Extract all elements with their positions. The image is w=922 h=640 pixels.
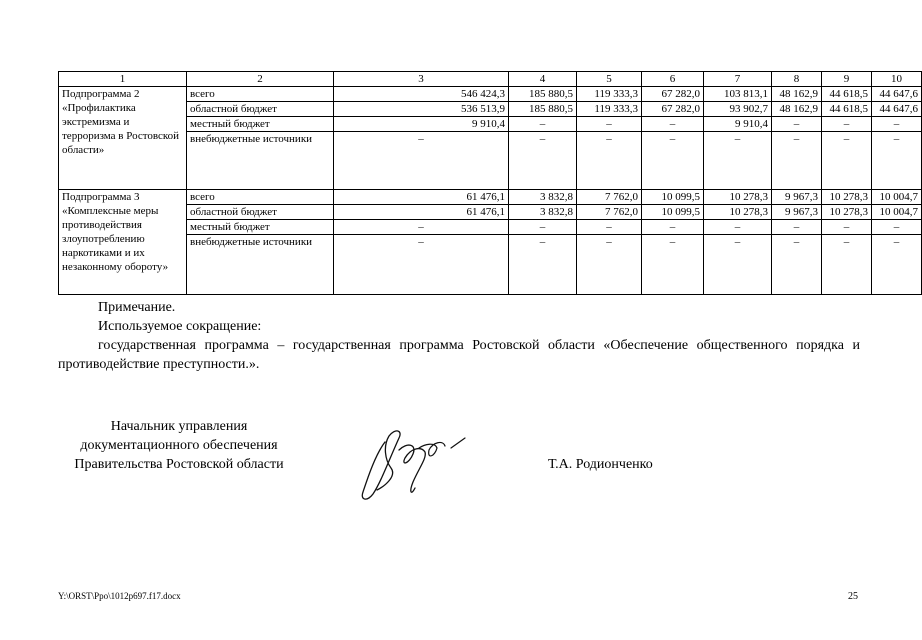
amount-cell: 44 618,5 [822,102,872,117]
subprogram-name-cell: Подпрограмма 2 «Профилактика экстремизма и терроризма в Ростовской области» [59,87,187,190]
amount-cell: – [642,117,704,132]
footer-file-path: Y:\ORST\Ppo\1012p697.f17.docx [58,591,181,601]
amount-cell: – [872,235,922,295]
amount-cell: 3 832,8 [509,190,577,205]
amount-cell: 9 967,3 [772,190,822,205]
table-row [59,205,922,220]
amount-cell: – [872,132,922,190]
amount-cell: – [509,235,577,295]
amount-cell: – [334,220,509,235]
amount-cell: – [642,235,704,295]
amount-cell: 7 762,0 [577,205,642,220]
table-row [59,117,922,132]
amount-cell: – [704,220,772,235]
funding-source-cell: местный бюджет [187,220,334,235]
amount-cell: 44 647,6 [872,87,922,102]
amount-cell: 9 910,4 [334,117,509,132]
funding-source-cell: областной бюджет [187,102,334,117]
amount-cell: 119 333,3 [577,87,642,102]
amount-cell: – [872,220,922,235]
amount-cell: 67 282,0 [642,102,704,117]
header-cell: 9 [822,72,872,87]
amount-cell: – [334,235,509,295]
amount-cell: 10 099,5 [642,190,704,205]
funding-source-cell: местный бюджет [187,117,334,132]
table-header-row [59,72,922,87]
amount-cell: 48 162,9 [772,87,822,102]
amount-cell: – [772,220,822,235]
header-cell: 5 [577,72,642,87]
amount-cell: 67 282,0 [642,87,704,102]
amount-cell: 10 004,7 [872,190,922,205]
amount-cell: 10 278,3 [822,205,872,220]
amount-cell: – [704,132,772,190]
amount-cell: – [822,117,872,132]
funding-source-cell: всего [187,190,334,205]
funding-source-cell: областной бюджет [187,205,334,220]
funding-source-cell: внебюджетные источники [187,235,334,295]
amount-cell: – [577,235,642,295]
funding-source-cell: всего [187,87,334,102]
subprogram-name-cell: Подпрограмма 3 «Комплексные меры противодействия злоупотреблению наркотиками и их незаконному обороту» [59,190,187,295]
amount-cell: – [772,117,822,132]
amount-cell: 546 424,3 [334,87,509,102]
amount-cell: 9 967,3 [772,205,822,220]
funding-table [58,71,922,295]
header-cell: 8 [772,72,822,87]
amount-cell: – [642,132,704,190]
amount-cell: 7 762,0 [577,190,642,205]
table-body [59,72,922,295]
amount-cell: 61 476,1 [334,190,509,205]
note-title: Примечание. [98,300,176,315]
amount-cell: – [509,117,577,132]
signatory-position-line: Начальник управления [110,419,248,434]
amount-cell: 9 910,4 [704,117,772,132]
amount-cell: – [577,117,642,132]
table-row [59,102,922,117]
signatory-name: Т.А. Родионченко [548,457,653,472]
amount-cell: 103 813,1 [704,87,772,102]
amount-cell: – [772,132,822,190]
amount-cell: – [509,132,577,190]
amount-cell: 48 162,9 [772,102,822,117]
header-cell: 4 [509,72,577,87]
signatory-position [58,417,300,474]
signatory-position-line: Правительства Ростовской области [74,457,284,472]
note-text: государственная программа – государственная программа Ростовской области «Обеспечение общественного порядка и противодействие преступности.». [58,338,860,372]
page-number: 25 [848,591,858,602]
table-row [59,220,922,235]
amount-cell: 61 476,1 [334,205,509,220]
table-row [59,87,922,102]
amount-cell: – [822,132,872,190]
amount-cell: – [642,220,704,235]
amount-cell: – [822,220,872,235]
amount-cell: 185 880,5 [509,87,577,102]
amount-cell: 185 880,5 [509,102,577,117]
amount-cell: – [772,235,822,295]
table-row [59,190,922,205]
signatory-position-line: документационного обеспечения [80,438,278,453]
amount-cell: – [334,132,509,190]
amount-cell: 10 278,3 [704,205,772,220]
amount-cell: 44 647,6 [872,102,922,117]
header-cell: 6 [642,72,704,87]
amount-cell: – [872,117,922,132]
header-cell: 3 [334,72,509,87]
note-abbreviation-heading: Используемое сокращение: [98,319,262,334]
header-cell: 7 [704,72,772,87]
amount-cell: 10 004,7 [872,205,922,220]
amount-cell: 119 333,3 [577,102,642,117]
amount-cell: – [577,132,642,190]
handwritten-signature [355,420,470,505]
table-row [59,132,922,190]
amount-cell: 10 278,3 [704,190,772,205]
funding-source-cell: внебюджетные источники [187,132,334,190]
amount-cell: 44 618,5 [822,87,872,102]
amount-cell: – [577,220,642,235]
amount-cell: 3 832,8 [509,205,577,220]
header-cell: 1 [59,72,187,87]
header-cell: 2 [187,72,334,87]
amount-cell: – [704,235,772,295]
amount-cell: 10 278,3 [822,190,872,205]
amount-cell: 93 902,7 [704,102,772,117]
amount-cell: – [822,235,872,295]
amount-cell: 536 513,9 [334,102,509,117]
amount-cell: 10 099,5 [642,205,704,220]
header-cell: 10 [872,72,922,87]
amount-cell: – [509,220,577,235]
table-row [59,235,922,295]
